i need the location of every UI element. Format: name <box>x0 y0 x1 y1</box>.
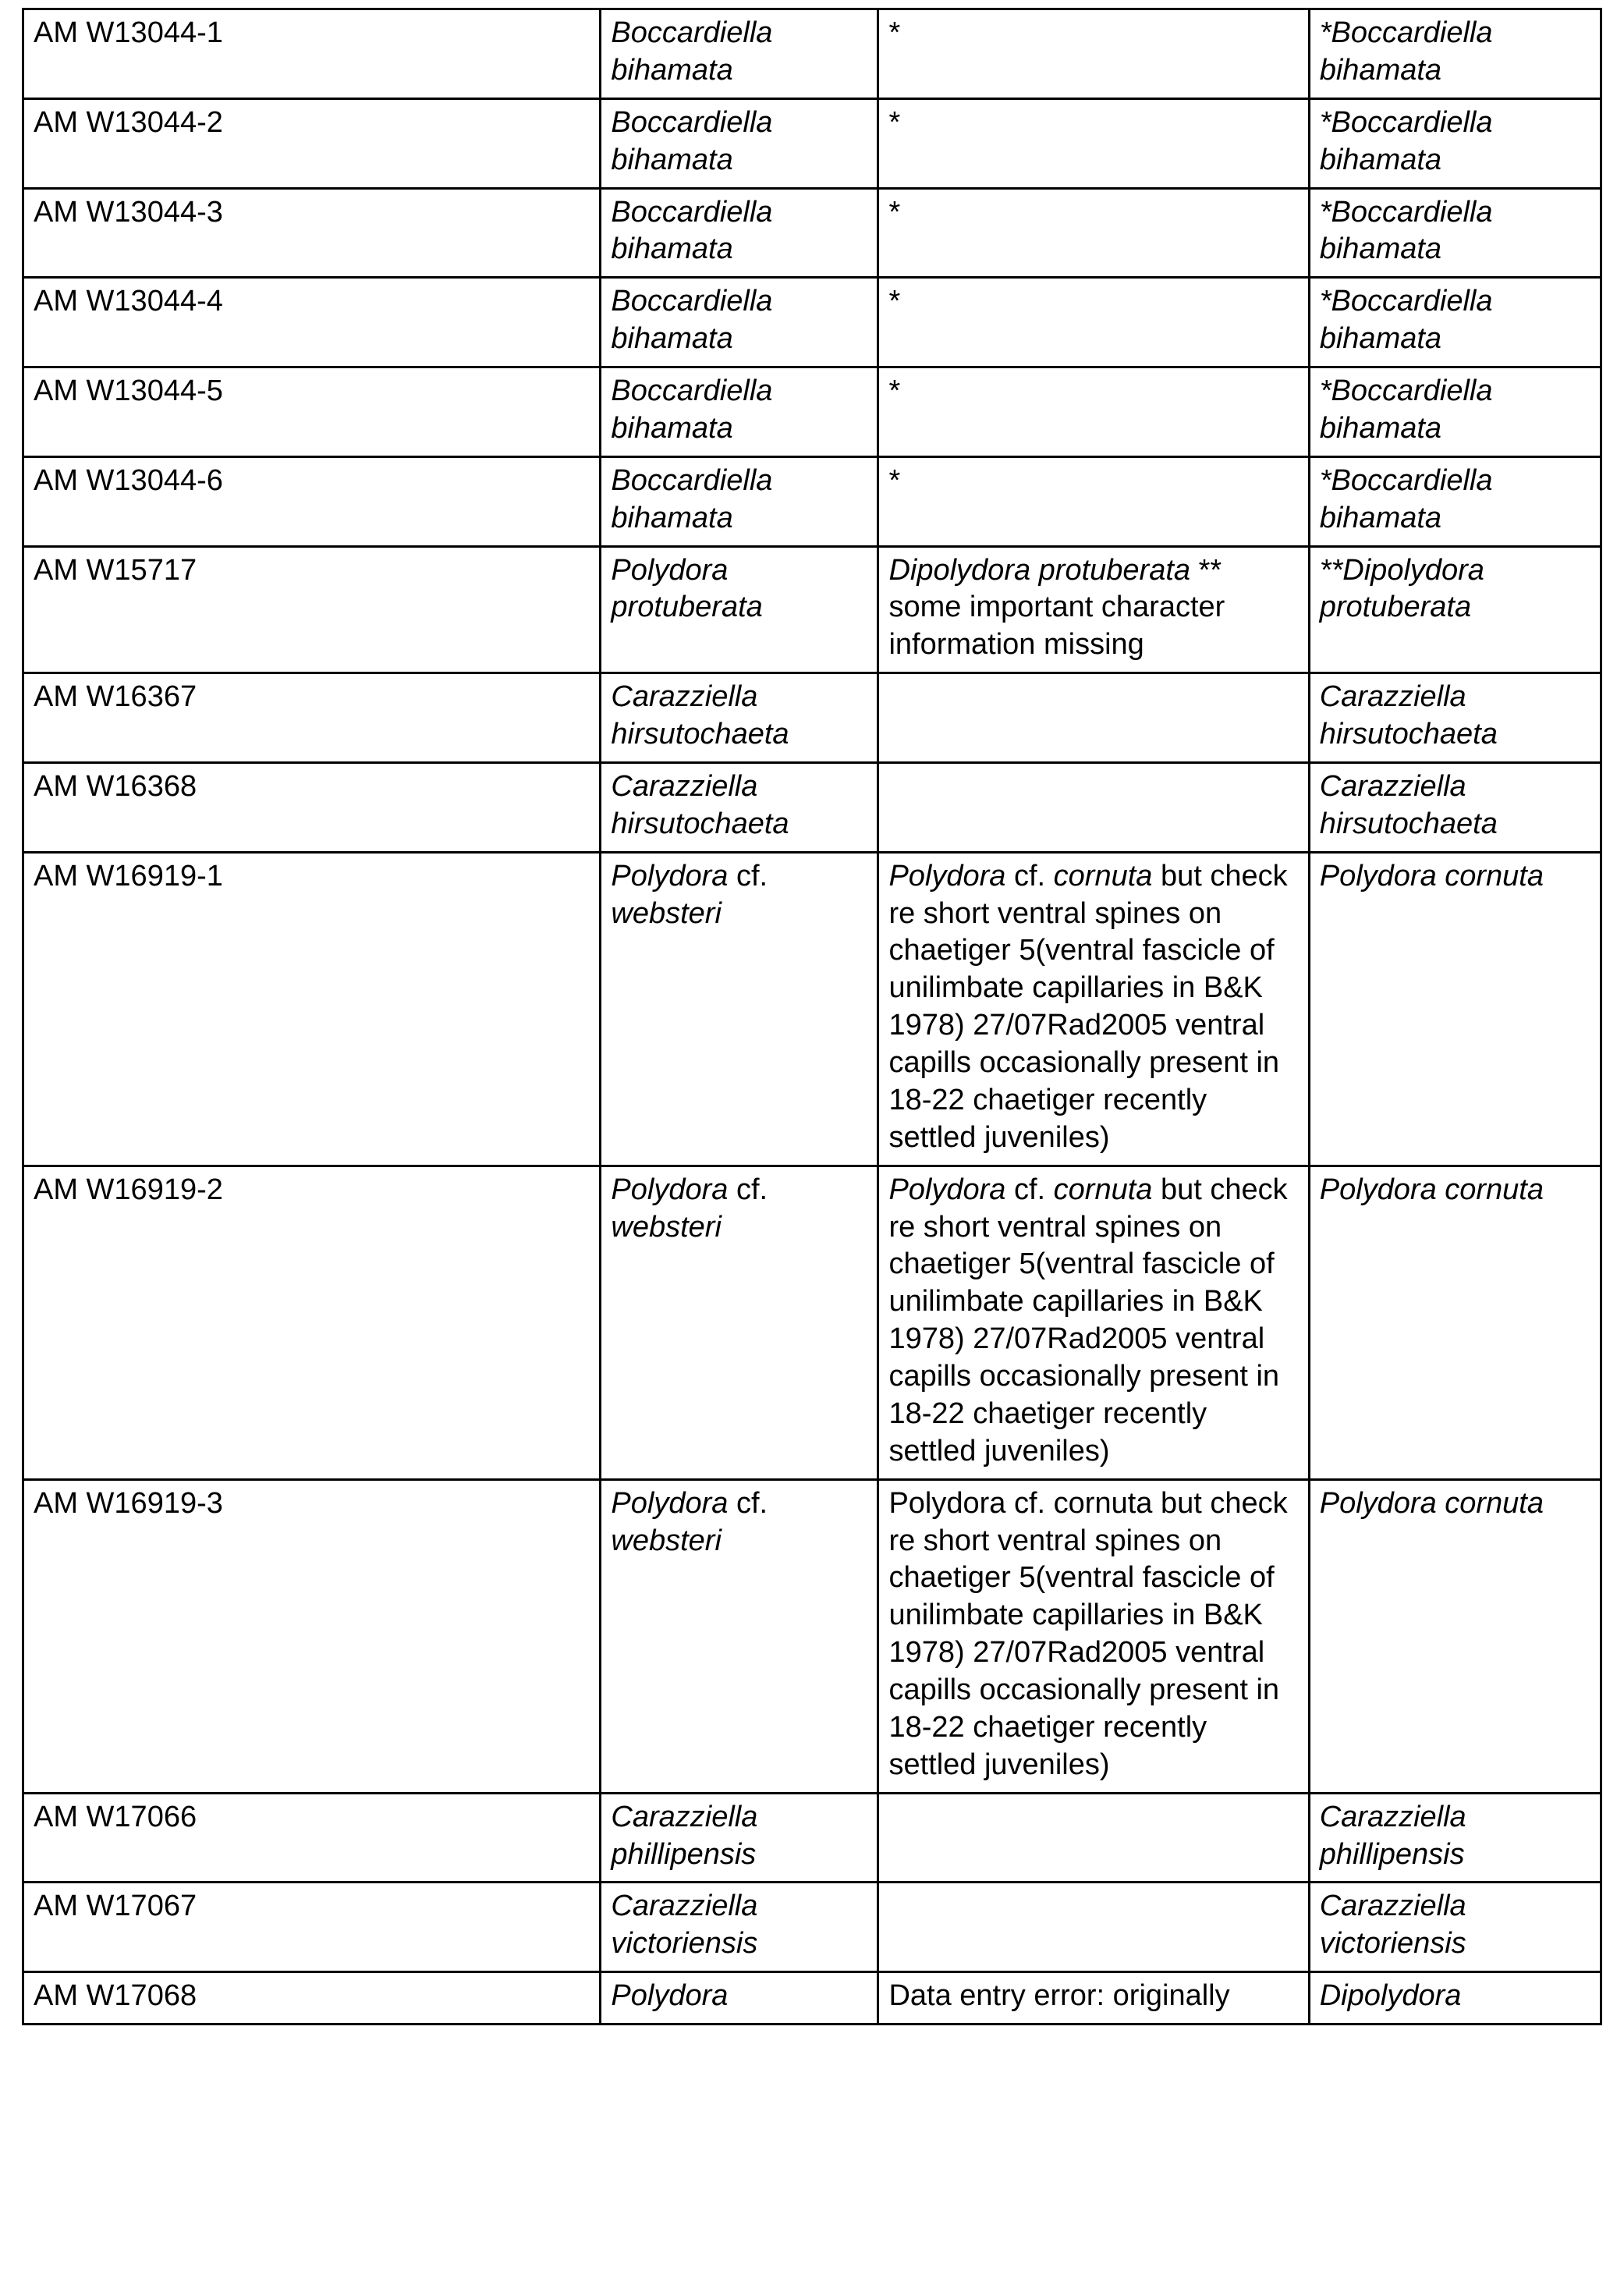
table-row <box>23 188 1601 278</box>
cell-identified-as: Polydora protuberata <box>601 546 878 673</box>
cell-current-name: Dipolydora <box>1309 1972 1601 2025</box>
cell-current-name: **Dipolydora protuberata <box>1309 546 1601 673</box>
cell-registration: AM W13044-6 <box>23 456 601 546</box>
cell-notes: Data entry error: originally <box>878 1972 1309 2025</box>
cell-registration: AM W13044-4 <box>23 278 601 367</box>
cell-current-name: Carazziella victoriensis <box>1309 1883 1601 1972</box>
cell-identified-as: Boccardiella bihamata <box>601 9 878 99</box>
cell-current-name: Carazziella phillipensis <box>1309 1793 1601 1883</box>
table-row <box>23 762 1601 852</box>
cell-registration: AM W13044-5 <box>23 367 601 457</box>
cell-registration: AM W17068 <box>23 1972 601 2025</box>
table-row <box>23 98 1601 188</box>
cell-registration: AM W16367 <box>23 673 601 763</box>
cell-registration: AM W15717 <box>23 546 601 673</box>
cell-current-name: Polydora cornuta <box>1309 852 1601 1166</box>
cell-identified-as: Boccardiella bihamata <box>601 278 878 367</box>
table-row <box>23 1972 1601 2025</box>
cell-identified-as: Polydora cf. websteri <box>601 1166 878 1479</box>
cell-current-name: *Boccardiella bihamata <box>1309 456 1601 546</box>
table-row <box>23 9 1601 99</box>
table-body <box>23 9 1601 2025</box>
cell-registration: AM W16368 <box>23 762 601 852</box>
cell-notes <box>878 1793 1309 1883</box>
cell-notes: * <box>878 367 1309 457</box>
cell-registration: AM W13044-2 <box>23 98 601 188</box>
table-row <box>23 1166 1601 1479</box>
table-row <box>23 278 1601 367</box>
cell-registration: AM W16919-1 <box>23 852 601 1166</box>
cell-current-name: Polydora cornuta <box>1309 1479 1601 1793</box>
cell-identified-as: Carazziella hirsutochaeta <box>601 673 878 763</box>
cell-identified-as: Polydora cf. websteri <box>601 852 878 1166</box>
cell-notes <box>878 1883 1309 1972</box>
cell-identified-as: Carazziella victoriensis <box>601 1883 878 1972</box>
table-row <box>23 1883 1601 1972</box>
table-row <box>23 546 1601 673</box>
cell-notes: Polydora cf. cornuta but check re short ventral spines on chaetiger 5(ventral fascicle of unilimbate capillaries in B&K 1978) 27/07Rad2005 ventral capills occasionally present in 18-22 chaetiger recently settled juveniles) <box>878 852 1309 1166</box>
cell-current-name: *Boccardiella bihamata <box>1309 188 1601 278</box>
cell-identified-as: Boccardiella bihamata <box>601 456 878 546</box>
cell-notes: Polydora cf. cornuta but check re short ventral spines on chaetiger 5(ventral fascicle of unilimbate capillaries in B&K 1978) 27/07Rad2005 ventral capills occasionally present in 18-22 chaetiger recently settled juveniles) <box>878 1166 1309 1479</box>
cell-notes <box>878 762 1309 852</box>
table-row <box>23 456 1601 546</box>
cell-registration: AM W17067 <box>23 1883 601 1972</box>
cell-current-name: *Boccardiella bihamata <box>1309 278 1601 367</box>
table-row <box>23 673 1601 763</box>
cell-identified-as: Polydora cf. websteri <box>601 1479 878 1793</box>
table-row <box>23 1793 1601 1883</box>
table-row <box>23 852 1601 1166</box>
cell-current-name: Polydora cornuta <box>1309 1166 1601 1479</box>
cell-identified-as: Boccardiella bihamata <box>601 188 878 278</box>
cell-registration: AM W17066 <box>23 1793 601 1883</box>
cell-notes: * <box>878 188 1309 278</box>
cell-notes <box>878 673 1309 763</box>
cell-registration: AM W13044-3 <box>23 188 601 278</box>
cell-notes: Polydora cf. cornuta but check re short ventral spines on chaetiger 5(ventral fascicle of unilimbate capillaries in B&K 1978) 27/07Rad2005 ventral capills occasionally present in 18-22 chaetiger recently settled juveniles) <box>878 1479 1309 1793</box>
cell-notes: * <box>878 9 1309 99</box>
cell-identified-as: Boccardiella bihamata <box>601 367 878 457</box>
cell-current-name: Carazziella hirsutochaeta <box>1309 673 1601 763</box>
cell-registration: AM W13044-1 <box>23 9 601 99</box>
cell-current-name: Carazziella hirsutochaeta <box>1309 762 1601 852</box>
cell-notes: * <box>878 456 1309 546</box>
cell-notes: Dipolydora protuberata ** some important character information missing <box>878 546 1309 673</box>
cell-current-name: *Boccardiella bihamata <box>1309 98 1601 188</box>
cell-identified-as: Carazziella hirsutochaeta <box>601 762 878 852</box>
cell-identified-as: Polydora <box>601 1972 878 2025</box>
table-row <box>23 367 1601 457</box>
cell-identified-as: Boccardiella bihamata <box>601 98 878 188</box>
cell-identified-as: Carazziella phillipensis <box>601 1793 878 1883</box>
cell-registration: AM W16919-2 <box>23 1166 601 1479</box>
cell-current-name: *Boccardiella bihamata <box>1309 367 1601 457</box>
table-row <box>23 1479 1601 1793</box>
cell-notes: * <box>878 98 1309 188</box>
cell-current-name: *Boccardiella bihamata <box>1309 9 1601 99</box>
cell-registration: AM W16919-3 <box>23 1479 601 1793</box>
specimen-table <box>22 8 1602 2025</box>
cell-notes: * <box>878 278 1309 367</box>
